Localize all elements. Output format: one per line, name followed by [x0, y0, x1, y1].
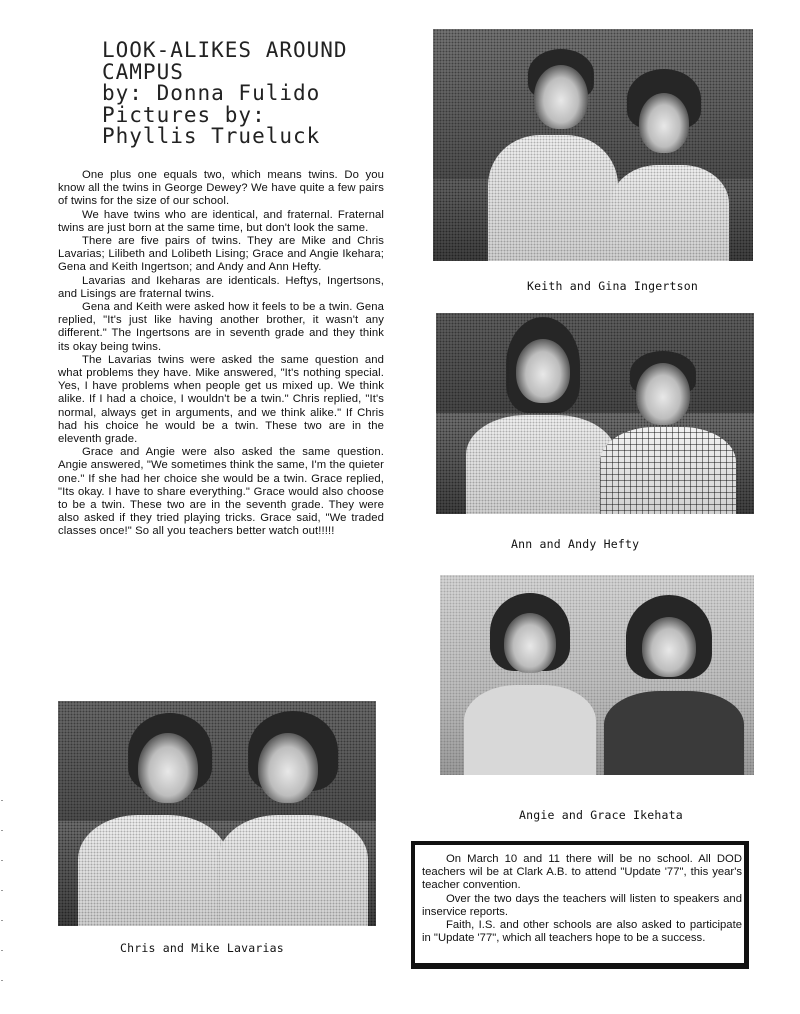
photo-caption: Angie and Grace Ikehata — [519, 808, 683, 822]
photo-credit-label: Pictures by: — [102, 102, 266, 127]
article-paragraph: Lavarias and Ikeharas are identicals. Heftys, Ingertsons, and Lisings are fraternal twins. — [58, 274, 384, 300]
article-paragraph: Gena and Keith were asked how it feels to be a twin. Gena replied, "It's just like having another brother, it wasn't any different." The Ingertsons are in seventh grade and they think its okay being twins. — [58, 301, 384, 353]
article-paragraph: There are five pairs of twins. They are Mike and Chris Lavarias; Lilibeth and Lolibeth Lising; Grace and Angie Ikehara; Gena and Keith Ingertson; and Andy and Ann Hefty. — [58, 235, 384, 274]
notice-paragraph: On March 10 and 11 there will be no school. All DOD teachers wil be at Clark A.B. to attend "Update '77", this year's teacher convention. — [422, 853, 742, 892]
byline: by: Donna Fulido — [102, 81, 321, 105]
article-paragraph: We have twins who are identical, and fraternal. Fraternal twins are just born at the same time, but don't look the same. — [58, 208, 384, 234]
scan-artifact — [1, 890, 3, 891]
photo-ikehata-twins — [440, 575, 754, 775]
scan-artifact — [1, 950, 3, 951]
headline-line: CAMPUS — [102, 59, 184, 84]
scan-artifact — [1, 920, 3, 921]
notice-paragraph: Faith, I.S. and other schools are also asked to participate in "Update '77", which all teachers hope to be a success. — [422, 919, 742, 945]
twin-figure — [466, 317, 616, 514]
photo-credit-name: Phyllis Trueluck — [102, 124, 321, 148]
article-body — [58, 169, 384, 539]
notice-text — [422, 853, 742, 945]
twin-figure — [488, 49, 608, 261]
scan-artifact — [1, 830, 3, 831]
twin-figure — [605, 69, 725, 261]
scan-artifact — [1, 860, 3, 861]
article-paragraph: The Lavarias twins were asked the same question and what problems they have. Mike answered, "It's nothing special. Yes, I have problems when people get us mixed up. We think alike. If I had a choice, I wouldn't be a twin." Chris replied, "It's normal, always get in arguments, and we think alike." If Chris had his choice he would be a twin. These two are in the eleventh grade. — [58, 353, 384, 446]
photo-ingertson-twins — [433, 29, 753, 261]
article-headline — [102, 40, 422, 148]
photo-hefty-twins — [436, 313, 754, 514]
twin-figure — [596, 351, 736, 514]
scan-artifact — [1, 800, 3, 801]
notice-paragraph: Over the two days the teachers will listen to speakers and inservice reports. — [422, 892, 742, 918]
notice-box — [411, 841, 749, 969]
photo-caption: Keith and Gina Ingertson — [527, 279, 698, 293]
twin-figure — [460, 593, 600, 775]
article-paragraph: One plus one equals two, which means twins. Do you know all the twins in George Dewey? We have quite a few pairs of twins for the size of our school. — [58, 169, 384, 208]
photo-caption: Chris and Mike Lavarias — [120, 941, 284, 955]
twin-figure — [78, 713, 228, 926]
article-paragraph: Grace and Angie were also asked the same question. Angie answered, "We sometimes think the same, I'm the quieter one." If she had her choice she would be a twin. Grace replied, "Its okay. I have to share everything." Grace would also choose to be a twin. These two are in the seventh grade. They were also asked if they tried playing tricks. Grace said, "We traded classes once!" So all you teachers better watch out!!!!! — [58, 446, 385, 538]
scan-artifact — [1, 980, 3, 981]
headline-line: LOOK-ALIKES AROUND — [102, 38, 348, 62]
twin-figure — [218, 711, 368, 926]
photo-lavarias-twins — [58, 701, 376, 926]
photo-caption: Ann and Andy Hefty — [511, 537, 640, 551]
twin-figure — [604, 595, 744, 775]
